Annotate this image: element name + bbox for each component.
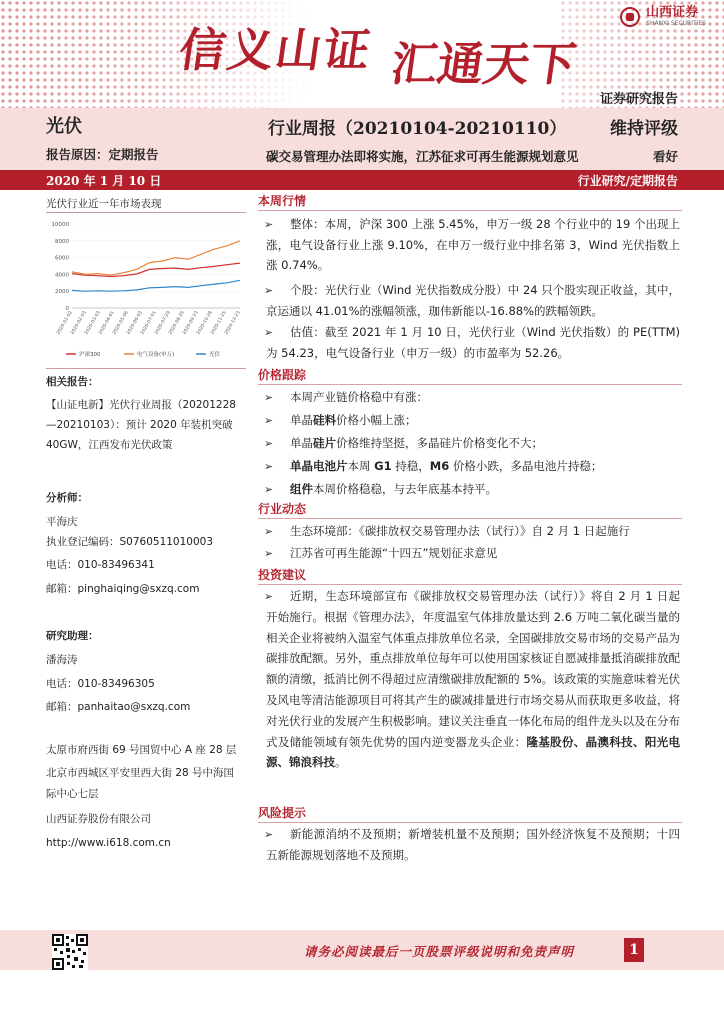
chart-title: 光伏行业近一年市场表现 [46, 198, 162, 210]
company-website[interactable]: http://www.i618.com.cn [46, 837, 171, 849]
logo-en-text: SHANXI SECURITIES [646, 20, 706, 27]
chart-x-tick-label: 2020-03-03 [84, 310, 102, 336]
qr-code-icon [52, 934, 88, 970]
invest-stocks: 隆基股份、晶澳科技、阳光电源、锦浪科技 [266, 734, 681, 770]
related-report-line-3: 40GW，江西发布光伏政策 [46, 439, 173, 451]
price-p3-c: 价格维持坚挺，多晶硅片价格变化不大； [336, 436, 543, 450]
bullet-arrow-icon: ➢ [264, 460, 274, 473]
chart-x-tick-label: 2020-12-23 [224, 310, 242, 336]
analyst-phone: 电话：010-83496341 [46, 559, 155, 571]
price-cell [266, 456, 680, 477]
week-p3-text: 截至 2021 年 1 月 10 日，光伏行业（Wind 光伏指数）的 PE(TTM)为 54.23，电气设备行业（申万一级）的市盈率为 52.26。 [266, 325, 681, 360]
bullet-arrow-icon: ➢ [264, 547, 274, 560]
chart-x-tick-label: 2020-01-02 [56, 310, 74, 336]
section-invest-title: 投资建议 [258, 568, 307, 582]
chart-x-tick-label: 2020-06-03 [126, 310, 144, 336]
company-logo [620, 6, 706, 27]
company-name: 山西证券股份有限公司 [46, 813, 151, 825]
price-module [266, 479, 680, 500]
bullet-arrow-icon: ➢ [264, 590, 274, 603]
chart-series-line-1 [72, 241, 240, 275]
bullet-arrow-icon: ➢ [264, 828, 274, 841]
section-news-title: 行业动态 [258, 502, 307, 516]
logo-mark-icon [620, 7, 640, 27]
chart-legend-label: 光伏 [209, 352, 221, 358]
section-risk-rule [258, 822, 682, 823]
chart-x-tick-label: 2020-05-06 [112, 310, 130, 336]
chart-legend-label: 电气设备(申万) [137, 352, 175, 358]
section-price-rule [258, 384, 682, 385]
price-p4-d: 持稳， [391, 459, 430, 473]
rating-view: 看好 [652, 149, 678, 164]
market-performance-chart [46, 216, 246, 364]
report-title: 行业周报（20210104-20210110） [268, 119, 567, 139]
week-p1-label: 整体： [290, 217, 325, 231]
chart-x-tick-label: 2020-07-29 [154, 310, 172, 336]
price-polysilicon [266, 410, 680, 431]
slogan-part2: 汇通天下 [387, 37, 580, 91]
price-p4-e: M6 [429, 459, 450, 473]
report-date: 2020 年 1 月 10 日 [46, 174, 162, 188]
report-type: 证券研究报告 [599, 92, 678, 107]
address-beijing-line-2: 际中心七层 [46, 788, 99, 800]
chart-x-tick-label: 2020-04-01 [98, 310, 116, 336]
report-category: 行业研究/定期报告 [577, 174, 678, 188]
price-p4-a: 单晶电池片 [290, 459, 348, 473]
page-number: 1 [624, 938, 644, 962]
chart-series-line-2 [72, 280, 240, 291]
assistant-name: 潘海涛 [46, 654, 78, 666]
related-report-line-1: 【山证电新】光伏行业周报（20201228 [46, 399, 236, 411]
bullet-arrow-icon: ➢ [264, 525, 274, 538]
assistant-email[interactable]: 邮箱：panhaitao@sxzq.com [46, 701, 191, 713]
section-news-rule [258, 518, 682, 519]
chart-y-tick-label: 2000 [55, 289, 69, 296]
analyst-cert: 执业登记编码：S0760511010003 [46, 536, 214, 548]
price-overview: 本周产业链价格稳中有涨： [290, 390, 428, 404]
analyst-email[interactable]: 邮箱：pinghaiqing@sxzq.com [46, 583, 200, 595]
left-sidebar [46, 190, 246, 930]
analyst-heading: 分析师： [46, 492, 88, 504]
chart-bottom-divider [46, 368, 246, 369]
price-p2-a: 单晶 [290, 413, 313, 427]
section-risk-title: 风险提示 [258, 806, 307, 820]
invest-end: 。 [335, 755, 347, 770]
price-p5-b: 本周价格稳稳，与去年底基本持平。 [313, 482, 497, 496]
price-p2-b: 硅料 [313, 413, 336, 427]
logo-cn-text: 山西证券 [646, 5, 699, 20]
section-price-title: 价格跟踪 [258, 368, 307, 382]
week-overall-paragraph [266, 214, 680, 276]
section-invest-rule [258, 584, 682, 585]
disclaimer-notice: 请务必阅读最后一页股票评级说明和免责声明 [304, 944, 575, 959]
bullet-arrow-icon: ➢ [264, 284, 274, 297]
chart-x-tick-label: 2020-11-25 [210, 310, 228, 336]
section-week-rule [258, 210, 682, 211]
price-wafer [266, 433, 680, 454]
risk-paragraph: 新能源消纳不及预期；新增装机量不及预期；国外经济恢复不及预期；十四五新能源规划落地不及预期。 [266, 827, 680, 862]
chart-y-tick-label: 10000 [51, 222, 69, 228]
invest-text: 近期，生态环境部宣布《碳排放权交易管理办法（试行）》将自 2 月 1 日起开始施行。根据《管理办法》，年度温室气体排放量达到 2.6 万吨二氧化碳当量的相关企业将被纳入温室气体重点排放单位名录，全国碳排放交易市场的交易产品为碳排放配额。另外，重点排放单位每年可以使用国家核证自愿减排量抵消碳排放配额的清缴，抵消比例不得超过应清缴碳排放配额的 5%。该政策的实施意味着光伏及风电等清洁能源项目可将其产生的碳减排量进行市场交易从而获取更多收益，将对光伏行业的发展产生积极影响。建议关注垂直一体化布局的组件龙头以及在分布式及储能领域有领先优势的国内逆变器龙头企业： [266, 589, 680, 749]
price-p3-a: 单晶 [290, 436, 313, 450]
bullet-arrow-icon: ➢ [264, 326, 274, 339]
chart-y-tick-label: 4000 [55, 272, 69, 279]
related-report-line-2: —20210103）：预计 2020 年装机突破 [46, 419, 233, 431]
assistant-heading: 研究助理： [46, 630, 99, 642]
bullet-arrow-icon: ➢ [264, 483, 274, 496]
chart-divider [46, 212, 246, 213]
price-p4-c: G1 [374, 459, 392, 473]
week-stocks-paragraph [266, 280, 680, 321]
related-reports-heading: 相关报告： [46, 376, 99, 388]
chart-x-tick-label: 2020-10-28 [196, 310, 214, 336]
chart-y-tick-label: 0 [65, 306, 69, 312]
slogan-part1: 信义山证 [175, 23, 376, 77]
rating: 维持评级 [610, 119, 678, 139]
address-beijing-line-1: 北京市西城区平安里西大街 28 号中海国 [46, 767, 235, 779]
price-p4-f: 价格小跌，多晶电池片持稳； [449, 459, 603, 473]
section-week-title: 本周行情 [258, 194, 307, 208]
address-taiyuan: 太原市府西街 69 号国贸中心 A 座 28 层 [46, 744, 237, 756]
chart-x-tick-label: 2020-08-26 [168, 310, 186, 336]
week-p3-label: 估值： [290, 325, 325, 339]
bullet-arrow-icon: ➢ [264, 414, 274, 427]
chart-y-tick-label: 8000 [55, 238, 69, 245]
week-p1-text: 本周，沪深 300 上涨 5.45%，申万一级 28 个行业中的 19 个出现上涨，电气设备行业上涨 9.10%，在申万一级行业中排名第 3，Wind 光伏指数上涨 0.74%。 [266, 217, 681, 273]
chart-x-tick-label: 2020-09-23 [182, 310, 200, 336]
bullet-arrow-icon: ➢ [264, 218, 274, 231]
bullet-arrow-icon: ➢ [264, 391, 274, 404]
price-p2-c: 价格小幅上涨； [336, 413, 417, 427]
invest-paragraph [266, 586, 680, 773]
analyst-name: 平海庆 [46, 516, 78, 528]
price-p4-b: 本周 [347, 459, 375, 473]
report-headline: 碳交易管理办法即将实施，江苏征求可再生能源规划意见 [266, 149, 579, 164]
price-p3-b: 硅片 [313, 436, 336, 450]
price-p5-a: 组件 [290, 482, 313, 496]
week-p2-label: 个股： [290, 283, 325, 297]
chart-legend-label: 沪深300 [79, 352, 101, 358]
news-item-1: 生态环境部：《碳排放权交易管理办法（试行）》自 2 月 1 日起施行 [290, 524, 630, 538]
chart-x-tick-label: 2020-02-03 [70, 310, 88, 336]
header-banner [0, 0, 724, 108]
chart-y-tick-label: 6000 [55, 255, 69, 262]
chart-x-tick-label: 2020-07-01 [140, 310, 158, 336]
week-valuation-paragraph [266, 322, 680, 363]
sector-name: 光伏 [46, 116, 82, 137]
week-p2-text: 光伏行业（Wind 光伏指数成分股）中 24 只个股实现正收益，其中，京运通以 41.01%的涨幅领涨，珈伟新能以-16.88%的跌幅领跌。 [266, 283, 681, 318]
news-item-2: 江苏省可再生能源“十四五”规划征求意见 [290, 546, 498, 560]
assistant-phone: 电话：010-83496305 [46, 678, 155, 690]
report-reason: 报告原因：定期报告 [46, 147, 159, 162]
bullet-arrow-icon: ➢ [264, 437, 274, 450]
